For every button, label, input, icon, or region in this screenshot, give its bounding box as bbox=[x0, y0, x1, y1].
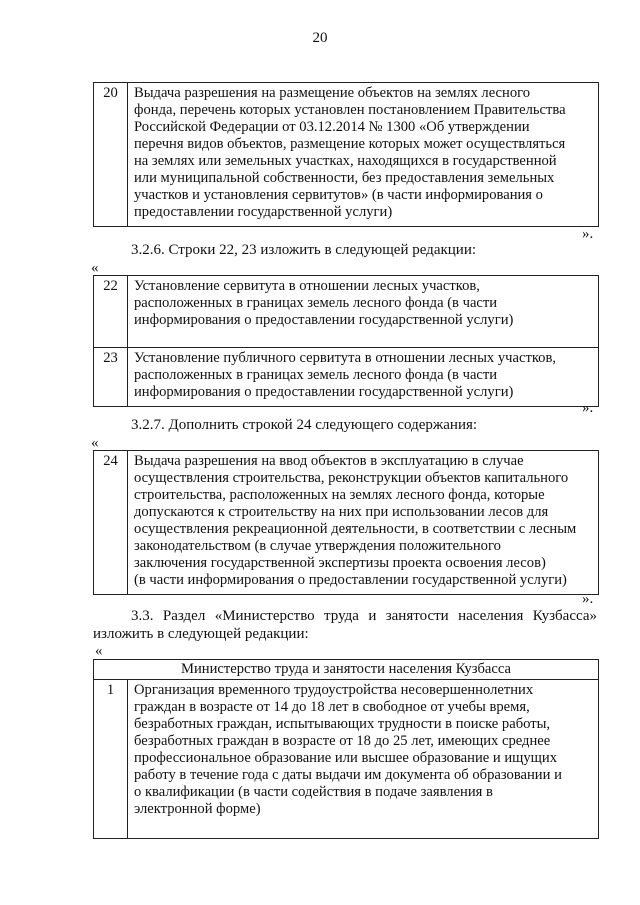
closing-quote: ». bbox=[582, 226, 594, 242]
row-number: 22 bbox=[94, 276, 128, 348]
row-number: 24 bbox=[94, 451, 128, 595]
row-text: Организация временного трудоустройства несовершеннолетних граждан в возрасте от 14 до 18 лет в свободное от учебы время, безработных граждан, испытывающих трудности в поиске работы, безработных граждан в возрасте от 18 до 25 лет, имеющих среднее профессиональное образование или высшее образование и ищущих работу в течение года с даты выдачи им документа об образовании и о квалификации (в части содействия в подаче заявления в электронной форме) bbox=[128, 680, 599, 839]
page-number: 20 bbox=[312, 30, 328, 46]
closing-quote: ». bbox=[582, 400, 594, 416]
row-text: Установление сервитута в отношении лесных участков, расположенных в границах земель лесного фонда (в части информирования о предоставлении государственной услуги) bbox=[128, 276, 599, 348]
paragraph-3-3-line-1: 3.3. Раздел «Министерство труда и занятости населения Кузбасса» bbox=[131, 608, 597, 624]
ministry-table bbox=[93, 659, 599, 839]
paragraph-3-2-7: 3.2.7. Дополнить строкой 24 следующего содержания: bbox=[131, 417, 478, 433]
opening-quote: « bbox=[95, 643, 103, 659]
table-rows-22-23 bbox=[93, 275, 599, 407]
row-number: 23 bbox=[94, 348, 128, 407]
table-row-20 bbox=[93, 82, 599, 227]
row-text: Выдача разрешения на ввод объектов в эксплуатацию в случае осуществления строительства, реконструкции объектов капитального строительства, расположенных на землях лесного фонда, которые допускаются к строительству на них при использовании лесов для осуществления рекреационной деятельности, в соответствии с лесным законодательством (в случае утверждения положительного заключения государственной экспертизы проекта освоения лесов) (в части информирования о предоставлении государственной услуги) bbox=[128, 451, 599, 595]
row-text: Установление публичного сервитута в отношении лесных участков, расположенных в границах земель лесного фонда (в части информирования о предоставлении государственной услуги) bbox=[128, 348, 599, 407]
paragraph-3-2-6: 3.2.6. Строки 22, 23 изложить в следующей редакции: bbox=[131, 242, 477, 258]
row-number: 20 bbox=[94, 83, 128, 227]
ministry-table-header: Министерство труда и занятости населения Кузбасса bbox=[94, 660, 599, 680]
closing-quote: ». bbox=[582, 591, 594, 607]
row-number: 1 bbox=[94, 680, 128, 839]
paragraph-3-3-line-2: изложить в следующей редакции: bbox=[93, 626, 309, 642]
row-text: Выдача разрешения на размещение объектов на землях лесного фонда, перечень которых установлен постановлением Правительства Российской Федерации от 03.12.2014 № 1300 «Об утверждении перечня видов объектов, размещение которых может осуществляться на землях или земельных участках, находящихся в государственной или муниципальной собственности, без предоставления земельных участков и установления сервитутов» (в части информирования о предоставлении государственной услуги) bbox=[128, 83, 599, 227]
opening-quote: « bbox=[91, 435, 99, 451]
opening-quote: « bbox=[91, 260, 99, 276]
table-row-24 bbox=[93, 450, 599, 595]
